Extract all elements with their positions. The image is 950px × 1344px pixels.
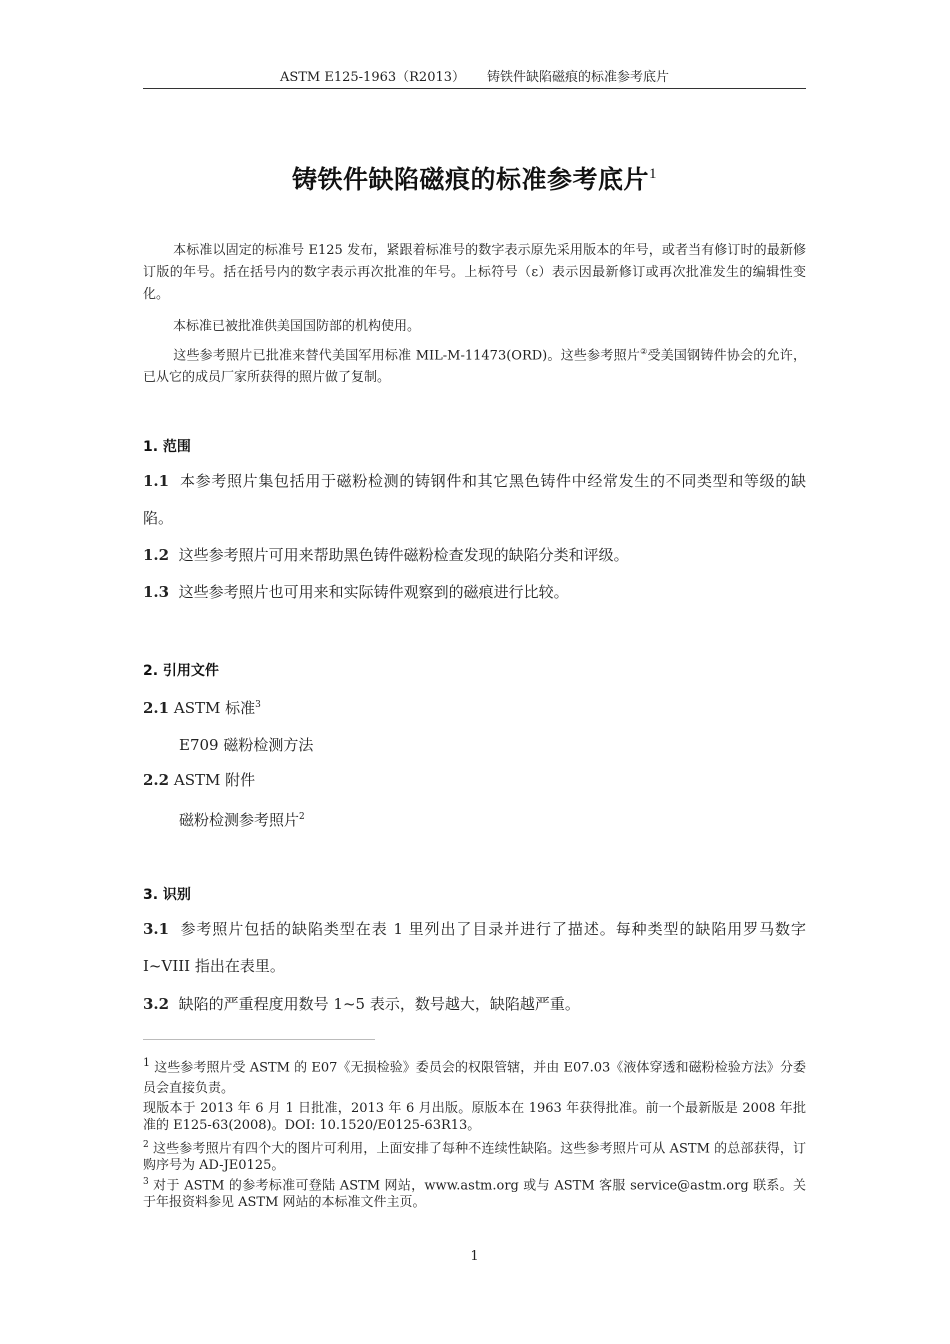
intro-footnote-marker: ② (640, 347, 648, 356)
header-code: ASTM E125-1963（R2013） (279, 70, 466, 85)
clause-number: 2.1 (143, 699, 170, 717)
section-3-heading: 3. 识别 (143, 887, 191, 903)
section-2-heading: 2. 引用文件 (143, 663, 219, 679)
clause-3-2 (143, 986, 806, 1023)
document-title (143, 160, 806, 196)
document-title-text: 铸铁件缺陷磁痕的标准参考底片 (291, 165, 649, 194)
clause-1-2 (143, 537, 806, 574)
section-1-heading: 1. 范围 (143, 439, 191, 455)
footnote-2-text: 这些参考照片有四个大的图片可利用，上面安排了每种不连续性缺陷。这些参考照片可从 ASTM 的总部获得，订购序号为 AD-JE0125。 (143, 1141, 806, 1174)
footnote-separator (143, 1039, 375, 1040)
footnote-marker: 2 (299, 812, 305, 822)
footnote-1 (143, 1052, 806, 1099)
clause-text: 本参考照片集包括用于磁粉检测的铸钢件和其它黑色铸件中经常发生的不同类型和等级的缺陷。 (143, 472, 806, 527)
clause-2-2 (143, 762, 806, 799)
clause-2-1 (143, 687, 806, 727)
footnote-3-text: 对于 ASTM 的参考标准可登陆 ASTM 网站，www.astm.org 或与 ASTM 客服 service@astm.org 联系。关于年报资料参见 ASTM 网站的本标准文件主页。 (143, 1178, 806, 1211)
clause-1-1 (143, 463, 806, 537)
footnote-1-text: 这些参考照片受 ASTM 的 E07《无损检验》委员会的权限管辖，并由 E07.03《液体穿透和磁粉检验方法》分委员会直接负责。 (143, 1060, 806, 1097)
footnote-2-marker: 2 (143, 1140, 149, 1150)
clause-text: 这些参考照片可用来帮助黑色铸件磁粉检查发现的缺陷分类和评级。 (178, 546, 629, 564)
clause-3-1 (143, 911, 806, 985)
footnote-1-continued: 现版本于 2013 年 6 月 1 日批准，2013 年 6 月出版。原版本在 1963 年获得批准。前一个最新版是 2008 年批准的 E125-63(2008)。DOI: 10.1520/E0125-63R13。 (143, 1101, 806, 1133)
intro-paragraph-3 (143, 341, 806, 389)
running-header (143, 66, 806, 85)
footnote-1-marker: 1 (143, 1056, 150, 1069)
referenced-adjunct (179, 809, 305, 830)
clause-number: 3.1 (143, 920, 170, 938)
header-title: 铸铁件缺陷磁痕的标准参考底片 (487, 70, 670, 85)
clause-text: ASTM 附件 (173, 771, 256, 789)
clause-number: 1.3 (143, 583, 170, 601)
page-number: 1 (470, 1249, 479, 1264)
intro-text-2: 本标准已被批准供美国国防部的机构使用。 (173, 319, 421, 334)
clause-number: 3.2 (143, 995, 170, 1013)
title-footnote-marker: 1 (649, 166, 657, 182)
clause-text: 这些参考照片也可用来和实际铸件观察到的磁痕进行比较。 (178, 583, 569, 601)
referenced-standard-e709: E709 磁粉检测方法 (179, 736, 314, 754)
intro-paragraph-1 (143, 240, 806, 306)
footnote-marker: 3 (255, 700, 261, 710)
footnote-2 (143, 1137, 806, 1174)
clause-text: 参考照片包括的缺陷类型在表 1 里列出了目录并进行了描述。每种类型的缺陷用罗马数字 I~VIII 指出在表里。 (143, 920, 806, 975)
adjunct-text: 磁粉检测参考照片 (179, 811, 300, 829)
footnote-3 (143, 1174, 806, 1211)
clause-text: 缺陷的严重程度用数号 1~5 表示，数号越大，缺陷越严重。 (178, 995, 580, 1013)
header-rule (143, 88, 806, 89)
intro-text-3b: 受美国钢铸件协会的允许，已从它的成员厂家所获得的照片做了复制。 (143, 348, 806, 386)
footnote-3-marker: 3 (143, 1177, 149, 1187)
clause-text: ASTM 标准 (173, 699, 256, 717)
clause-1-3 (143, 574, 806, 611)
intro-text-3a: 这些参考照片已批准来替代美国军用标准 MIL-M-11473(ORD)。这些参考照片 (173, 348, 641, 364)
clause-number: 1.1 (143, 472, 170, 490)
clause-number: 2.2 (143, 771, 170, 789)
intro-paragraph-2 (143, 316, 806, 338)
clause-number: 1.2 (143, 546, 170, 564)
intro-text-1: 本标准以固定的标准号 E125 发布，紧跟着标准号的数字表示原先采用版本的年号，或者当有修订时的最新修订版的年号。括在括号内的数字表示再次批准的年号。上标符号（ε）表示因最新修订或再次批准发生的编辑性变化。 (143, 243, 806, 302)
